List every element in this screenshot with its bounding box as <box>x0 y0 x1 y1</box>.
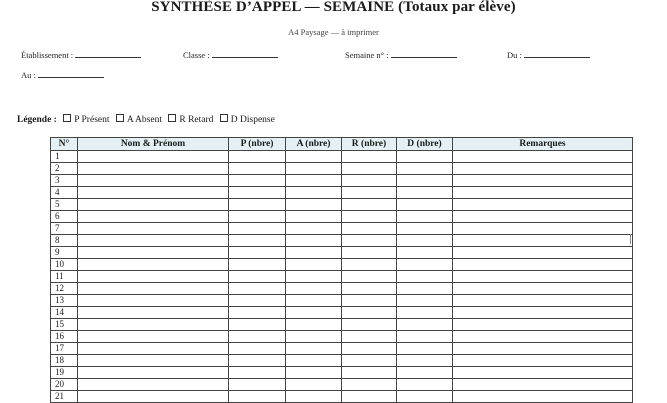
retard-count-cell[interactable] <box>342 223 397 235</box>
column-header-present: P (nbre) <box>229 138 286 151</box>
name-cell[interactable] <box>78 331 229 343</box>
absent-count-cell[interactable] <box>286 259 342 271</box>
row-number: 14 <box>51 307 78 319</box>
column-header-remarks: Remarques <box>453 138 633 151</box>
name-cell[interactable] <box>78 187 229 199</box>
name-cell[interactable] <box>78 199 229 211</box>
page-subtitle: A4 Paysage — à imprimer <box>288 27 379 37</box>
table-row <box>51 319 633 331</box>
field-blank[interactable] <box>38 69 104 78</box>
absent-count-cell[interactable] <box>286 247 342 259</box>
absent-count-cell[interactable] <box>286 355 342 367</box>
absent-count-cell[interactable] <box>286 235 342 247</box>
dispense-count-cell[interactable] <box>397 187 453 199</box>
present-count-cell[interactable] <box>229 295 286 307</box>
absent-count-cell[interactable] <box>286 331 342 343</box>
dispense-count-cell[interactable] <box>397 295 453 307</box>
column-header-dispense: D (nbre) <box>397 138 453 151</box>
dispense-count-cell[interactable] <box>397 331 453 343</box>
name-cell[interactable] <box>78 271 229 283</box>
row-number: 3 <box>51 175 78 187</box>
present-count-cell[interactable] <box>229 343 286 355</box>
retard-count-cell[interactable] <box>342 295 397 307</box>
field-blank[interactable] <box>75 49 141 58</box>
row-number: 13 <box>51 295 78 307</box>
table-row <box>51 331 633 343</box>
remarks-cell[interactable] <box>453 367 633 379</box>
table-row <box>51 259 633 271</box>
present-count-cell[interactable] <box>229 355 286 367</box>
retard-count-cell[interactable] <box>342 391 397 403</box>
present-count-cell[interactable] <box>229 175 286 187</box>
legend-item-present <box>63 115 109 125</box>
retard-count-cell[interactable] <box>342 355 397 367</box>
remarks-cell[interactable] <box>453 379 633 391</box>
name-cell[interactable] <box>78 259 229 271</box>
row-number: 19 <box>51 367 78 379</box>
field-label: Au : <box>21 70 36 80</box>
row-number: 6 <box>51 211 78 223</box>
retard-count-cell[interactable] <box>342 331 397 343</box>
absent-count-cell[interactable] <box>286 343 342 355</box>
absent-count-cell[interactable] <box>286 379 342 391</box>
table-row <box>51 307 633 319</box>
present-count-cell[interactable] <box>229 379 286 391</box>
legend-item-label: A Absent <box>126 115 162 125</box>
name-cell[interactable] <box>78 247 229 259</box>
field-blank[interactable] <box>391 49 457 58</box>
column-header-retard: R (nbre) <box>342 138 397 151</box>
retard-count-cell[interactable] <box>342 283 397 295</box>
name-cell[interactable] <box>78 211 229 223</box>
remarks-cell[interactable] <box>453 295 633 307</box>
remarks-cell[interactable] <box>453 247 633 259</box>
name-cell[interactable] <box>78 223 229 235</box>
table-row <box>51 187 633 199</box>
retard-count-cell[interactable] <box>342 187 397 199</box>
absent-count-cell[interactable] <box>286 151 342 163</box>
name-cell[interactable] <box>78 151 229 163</box>
dispense-count-cell[interactable] <box>397 283 453 295</box>
retard-count-cell[interactable] <box>342 211 397 223</box>
column-header-name: Nom & Prénom <box>78 138 229 151</box>
dispense-count-cell[interactable] <box>397 259 453 271</box>
present-count-cell[interactable] <box>229 223 286 235</box>
field-classe <box>183 49 278 60</box>
name-cell[interactable] <box>78 355 229 367</box>
name-cell[interactable] <box>78 391 229 403</box>
table-row <box>51 283 633 295</box>
dispense-count-cell[interactable] <box>397 355 453 367</box>
present-count-cell[interactable] <box>229 331 286 343</box>
remarks-cell[interactable] <box>453 163 633 175</box>
table-row <box>51 379 633 391</box>
name-cell[interactable] <box>78 163 229 175</box>
absent-count-cell[interactable] <box>286 223 342 235</box>
present-count-cell[interactable] <box>229 199 286 211</box>
row-number: 18 <box>51 355 78 367</box>
present-count-cell[interactable] <box>229 307 286 319</box>
page-title: SYNTHÈSE D’APPEL — SEMAINE (Totaux par élève) <box>151 0 516 15</box>
row-number: 4 <box>51 187 78 199</box>
remarks-cell[interactable] <box>453 199 633 211</box>
row-number: 5 <box>51 199 78 211</box>
dispense-count-cell[interactable] <box>397 343 453 355</box>
row-number: 12 <box>51 283 78 295</box>
field-etablissement <box>21 49 141 60</box>
row-number: 1 <box>51 151 78 163</box>
field-blank[interactable] <box>212 49 278 58</box>
row-number: 10 <box>51 259 78 271</box>
column-header-number: N° <box>51 138 78 151</box>
name-cell[interactable] <box>78 379 229 391</box>
field-label: Du : <box>507 50 522 60</box>
absent-count-cell[interactable] <box>286 367 342 379</box>
row-number: 11 <box>51 271 78 283</box>
retard-count-cell[interactable] <box>342 379 397 391</box>
retard-count-cell[interactable] <box>342 271 397 283</box>
remarks-cell[interactable] <box>453 319 633 331</box>
name-cell[interactable] <box>78 175 229 187</box>
absent-count-cell[interactable] <box>286 211 342 223</box>
dispense-count-cell[interactable] <box>397 319 453 331</box>
name-cell[interactable] <box>78 283 229 295</box>
column-header-absent: A (nbre) <box>286 138 342 151</box>
present-count-cell[interactable] <box>229 367 286 379</box>
dispense-count-cell[interactable] <box>397 235 453 247</box>
field-au <box>21 69 104 80</box>
absent-count-cell[interactable] <box>286 319 342 331</box>
remarks-cell[interactable] <box>453 343 633 355</box>
remarks-cell[interactable] <box>453 307 633 319</box>
field-label: Classe : <box>183 50 210 60</box>
retard-count-cell[interactable] <box>342 151 397 163</box>
remarks-cell[interactable] <box>453 391 633 403</box>
absent-count-cell[interactable] <box>286 271 342 283</box>
remarks-cell[interactable] <box>453 151 633 163</box>
present-count-cell[interactable] <box>229 259 286 271</box>
table-row <box>51 355 633 367</box>
dispense-count-cell[interactable] <box>397 223 453 235</box>
field-label: Semaine n° : <box>345 50 389 60</box>
present-count-cell[interactable] <box>229 271 286 283</box>
present-count-cell[interactable] <box>229 235 286 247</box>
retard-count-cell[interactable] <box>342 319 397 331</box>
absent-count-cell[interactable] <box>286 391 342 403</box>
legend-item-label: D Dispense <box>230 115 275 125</box>
table-row <box>51 175 633 187</box>
name-cell[interactable] <box>78 295 229 307</box>
table-row <box>51 343 633 355</box>
legend-item-dispense <box>220 115 275 125</box>
absent-count-cell[interactable] <box>286 187 342 199</box>
remarks-cell[interactable] <box>453 331 633 343</box>
remarks-cell[interactable] <box>453 187 633 199</box>
table-row <box>51 223 633 235</box>
table-row <box>51 211 633 223</box>
legend <box>17 114 275 125</box>
present-count-cell[interactable] <box>229 211 286 223</box>
absent-count-cell[interactable] <box>286 295 342 307</box>
retard-count-cell[interactable] <box>342 343 397 355</box>
dispense-count-cell[interactable] <box>397 367 453 379</box>
legend-item-absent <box>116 115 162 125</box>
row-number: 20 <box>51 379 78 391</box>
table-header-row <box>51 138 633 151</box>
remarks-cell[interactable] <box>453 271 633 283</box>
remarks-cell[interactable] <box>453 211 633 223</box>
dispense-count-cell[interactable] <box>397 163 453 175</box>
table-row <box>51 199 633 211</box>
table-row <box>51 151 633 163</box>
row-number: 2 <box>51 163 78 175</box>
retard-count-cell[interactable] <box>342 199 397 211</box>
row-number: 8 <box>51 235 78 247</box>
remarks-cell[interactable] <box>453 223 633 235</box>
dispense-count-cell[interactable] <box>397 271 453 283</box>
name-cell[interactable] <box>78 343 229 355</box>
name-cell[interactable] <box>78 367 229 379</box>
retard-count-cell[interactable] <box>342 247 397 259</box>
retard-count-cell[interactable] <box>342 235 397 247</box>
retard-count-cell[interactable] <box>342 259 397 271</box>
dispense-count-cell[interactable] <box>397 211 453 223</box>
dispense-count-cell[interactable] <box>397 307 453 319</box>
field-blank[interactable] <box>524 49 590 58</box>
present-count-cell[interactable] <box>229 151 286 163</box>
table-row <box>51 235 633 247</box>
checkbox-icon <box>63 114 71 122</box>
name-cell[interactable] <box>78 319 229 331</box>
present-count-cell[interactable] <box>229 187 286 199</box>
attendance-table <box>50 137 633 403</box>
row-number: 7 <box>51 223 78 235</box>
row-number: 21 <box>51 391 78 403</box>
legend-title: Légende : <box>17 115 57 125</box>
retard-count-cell[interactable] <box>342 367 397 379</box>
checkbox-icon <box>116 114 124 122</box>
present-count-cell[interactable] <box>229 283 286 295</box>
row-number: 9 <box>51 247 78 259</box>
absent-count-cell[interactable] <box>286 175 342 187</box>
absent-count-cell[interactable] <box>286 199 342 211</box>
absent-count-cell[interactable] <box>286 283 342 295</box>
checkbox-icon <box>168 114 176 122</box>
table-row <box>51 391 633 403</box>
dispense-count-cell[interactable] <box>397 199 453 211</box>
retard-count-cell[interactable] <box>342 307 397 319</box>
remarks-cell[interactable] <box>453 259 633 271</box>
present-count-cell[interactable] <box>229 319 286 331</box>
row-number: 15 <box>51 319 78 331</box>
dispense-count-cell[interactable] <box>397 379 453 391</box>
table-row <box>51 367 633 379</box>
present-count-cell[interactable] <box>229 163 286 175</box>
absent-count-cell[interactable] <box>286 163 342 175</box>
field-label: Établissement : <box>21 50 74 60</box>
absent-count-cell[interactable] <box>286 307 342 319</box>
dispense-count-cell[interactable] <box>397 175 453 187</box>
retard-count-cell[interactable] <box>342 163 397 175</box>
remarks-cell[interactable] <box>453 175 633 187</box>
dispense-count-cell[interactable] <box>397 151 453 163</box>
row-number: 16 <box>51 331 78 343</box>
remarks-cell[interactable] <box>453 355 633 367</box>
row-number: 17 <box>51 343 78 355</box>
dispense-count-cell[interactable] <box>397 247 453 259</box>
legend-item-retard <box>168 115 213 125</box>
table-row <box>51 295 633 307</box>
table-body <box>51 151 633 403</box>
dispense-count-cell[interactable] <box>397 391 453 403</box>
retard-count-cell[interactable] <box>342 175 397 187</box>
field-semaine <box>345 49 457 60</box>
present-count-cell[interactable] <box>229 247 286 259</box>
legend-item-label: R Retard <box>179 115 214 125</box>
table-row <box>51 163 633 175</box>
field-du <box>507 49 590 60</box>
remarks-cell[interactable] <box>453 283 633 295</box>
page-edge-mark <box>630 234 631 244</box>
name-cell[interactable] <box>78 235 229 247</box>
table-row <box>51 271 633 283</box>
present-count-cell[interactable] <box>229 391 286 403</box>
table-row <box>51 247 633 259</box>
name-cell[interactable] <box>78 307 229 319</box>
legend-item-label: P Présent <box>74 115 110 125</box>
remarks-cell[interactable] <box>453 235 633 247</box>
checkbox-icon <box>220 114 228 122</box>
